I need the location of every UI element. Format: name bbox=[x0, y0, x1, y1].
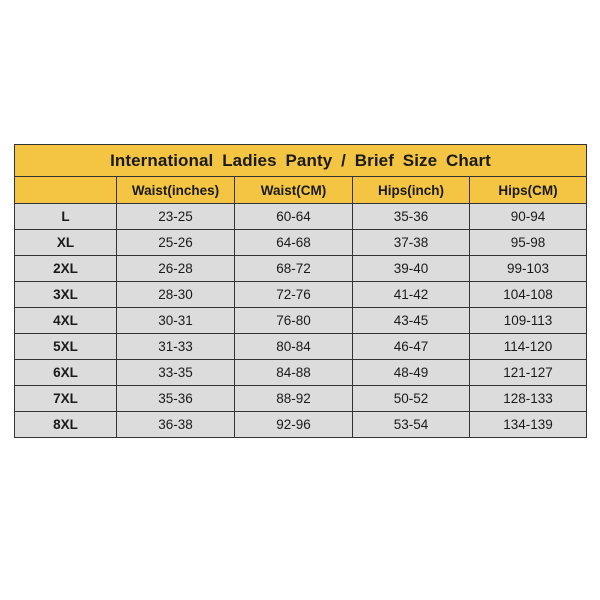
waist-inches-cell: 26-28 bbox=[117, 256, 235, 282]
hips-inch-cell: 41-42 bbox=[353, 282, 470, 308]
hips-inch-cell: 35-36 bbox=[353, 204, 470, 230]
table-row bbox=[15, 386, 587, 412]
waist-inches-cell: 35-36 bbox=[117, 386, 235, 412]
waist-cm-cell: 68-72 bbox=[235, 256, 353, 282]
hips-cm-cell: 95-98 bbox=[470, 230, 587, 256]
hips-inch-cell: 39-40 bbox=[353, 256, 470, 282]
hips-cm-cell: 109-113 bbox=[470, 308, 587, 334]
hips-cm-cell: 128-133 bbox=[470, 386, 587, 412]
waist-cm-cell: 84-88 bbox=[235, 360, 353, 386]
hips-inch-cell: 50-52 bbox=[353, 386, 470, 412]
size-rows bbox=[15, 204, 587, 438]
column-header-row bbox=[15, 177, 587, 204]
waist-inches-cell: 33-35 bbox=[117, 360, 235, 386]
size-cell: 7XL bbox=[15, 386, 117, 412]
waist-cm-cell: 60-64 bbox=[235, 204, 353, 230]
hips-cm-cell: 104-108 bbox=[470, 282, 587, 308]
table-row bbox=[15, 256, 587, 282]
table-row bbox=[15, 230, 587, 256]
size-chart-table bbox=[14, 144, 587, 438]
waist-cm-cell: 76-80 bbox=[235, 308, 353, 334]
table-row bbox=[15, 308, 587, 334]
size-cell: 8XL bbox=[15, 412, 117, 438]
waist-cm-cell: 64-68 bbox=[235, 230, 353, 256]
table-row bbox=[15, 412, 587, 438]
table-row bbox=[15, 334, 587, 360]
waist-inches-cell: 36-38 bbox=[117, 412, 235, 438]
table-row bbox=[15, 282, 587, 308]
chart-title: International Ladies Panty / Brief Size Chart bbox=[15, 145, 587, 177]
waist-cm-cell: 92-96 bbox=[235, 412, 353, 438]
waist-cm-cell: 88-92 bbox=[235, 386, 353, 412]
table-row bbox=[15, 360, 587, 386]
column-header-waist-cm: Waist(CM) bbox=[235, 177, 353, 204]
size-cell: L bbox=[15, 204, 117, 230]
column-header-size bbox=[15, 177, 117, 204]
waist-cm-cell: 72-76 bbox=[235, 282, 353, 308]
waist-inches-cell: 30-31 bbox=[117, 308, 235, 334]
waist-inches-cell: 31-33 bbox=[117, 334, 235, 360]
waist-inches-cell: 28-30 bbox=[117, 282, 235, 308]
waist-cm-cell: 80-84 bbox=[235, 334, 353, 360]
table-row bbox=[15, 204, 587, 230]
hips-inch-cell: 48-49 bbox=[353, 360, 470, 386]
hips-cm-cell: 99-103 bbox=[470, 256, 587, 282]
hips-cm-cell: 134-139 bbox=[470, 412, 587, 438]
hips-inch-cell: 46-47 bbox=[353, 334, 470, 360]
hips-cm-cell: 90-94 bbox=[470, 204, 587, 230]
title-row bbox=[15, 145, 587, 177]
size-chart-container bbox=[14, 144, 586, 438]
size-cell: 3XL bbox=[15, 282, 117, 308]
size-cell: 4XL bbox=[15, 308, 117, 334]
hips-cm-cell: 114-120 bbox=[470, 334, 587, 360]
size-cell: XL bbox=[15, 230, 117, 256]
waist-inches-cell: 23-25 bbox=[117, 204, 235, 230]
hips-inch-cell: 37-38 bbox=[353, 230, 470, 256]
column-header-hips-cm: Hips(CM) bbox=[470, 177, 587, 204]
size-cell: 2XL bbox=[15, 256, 117, 282]
hips-inch-cell: 53-54 bbox=[353, 412, 470, 438]
size-cell: 5XL bbox=[15, 334, 117, 360]
column-header-waist-inches: Waist(inches) bbox=[117, 177, 235, 204]
size-cell: 6XL bbox=[15, 360, 117, 386]
hips-cm-cell: 121-127 bbox=[470, 360, 587, 386]
hips-inch-cell: 43-45 bbox=[353, 308, 470, 334]
column-header-hips-inch: Hips(inch) bbox=[353, 177, 470, 204]
waist-inches-cell: 25-26 bbox=[117, 230, 235, 256]
